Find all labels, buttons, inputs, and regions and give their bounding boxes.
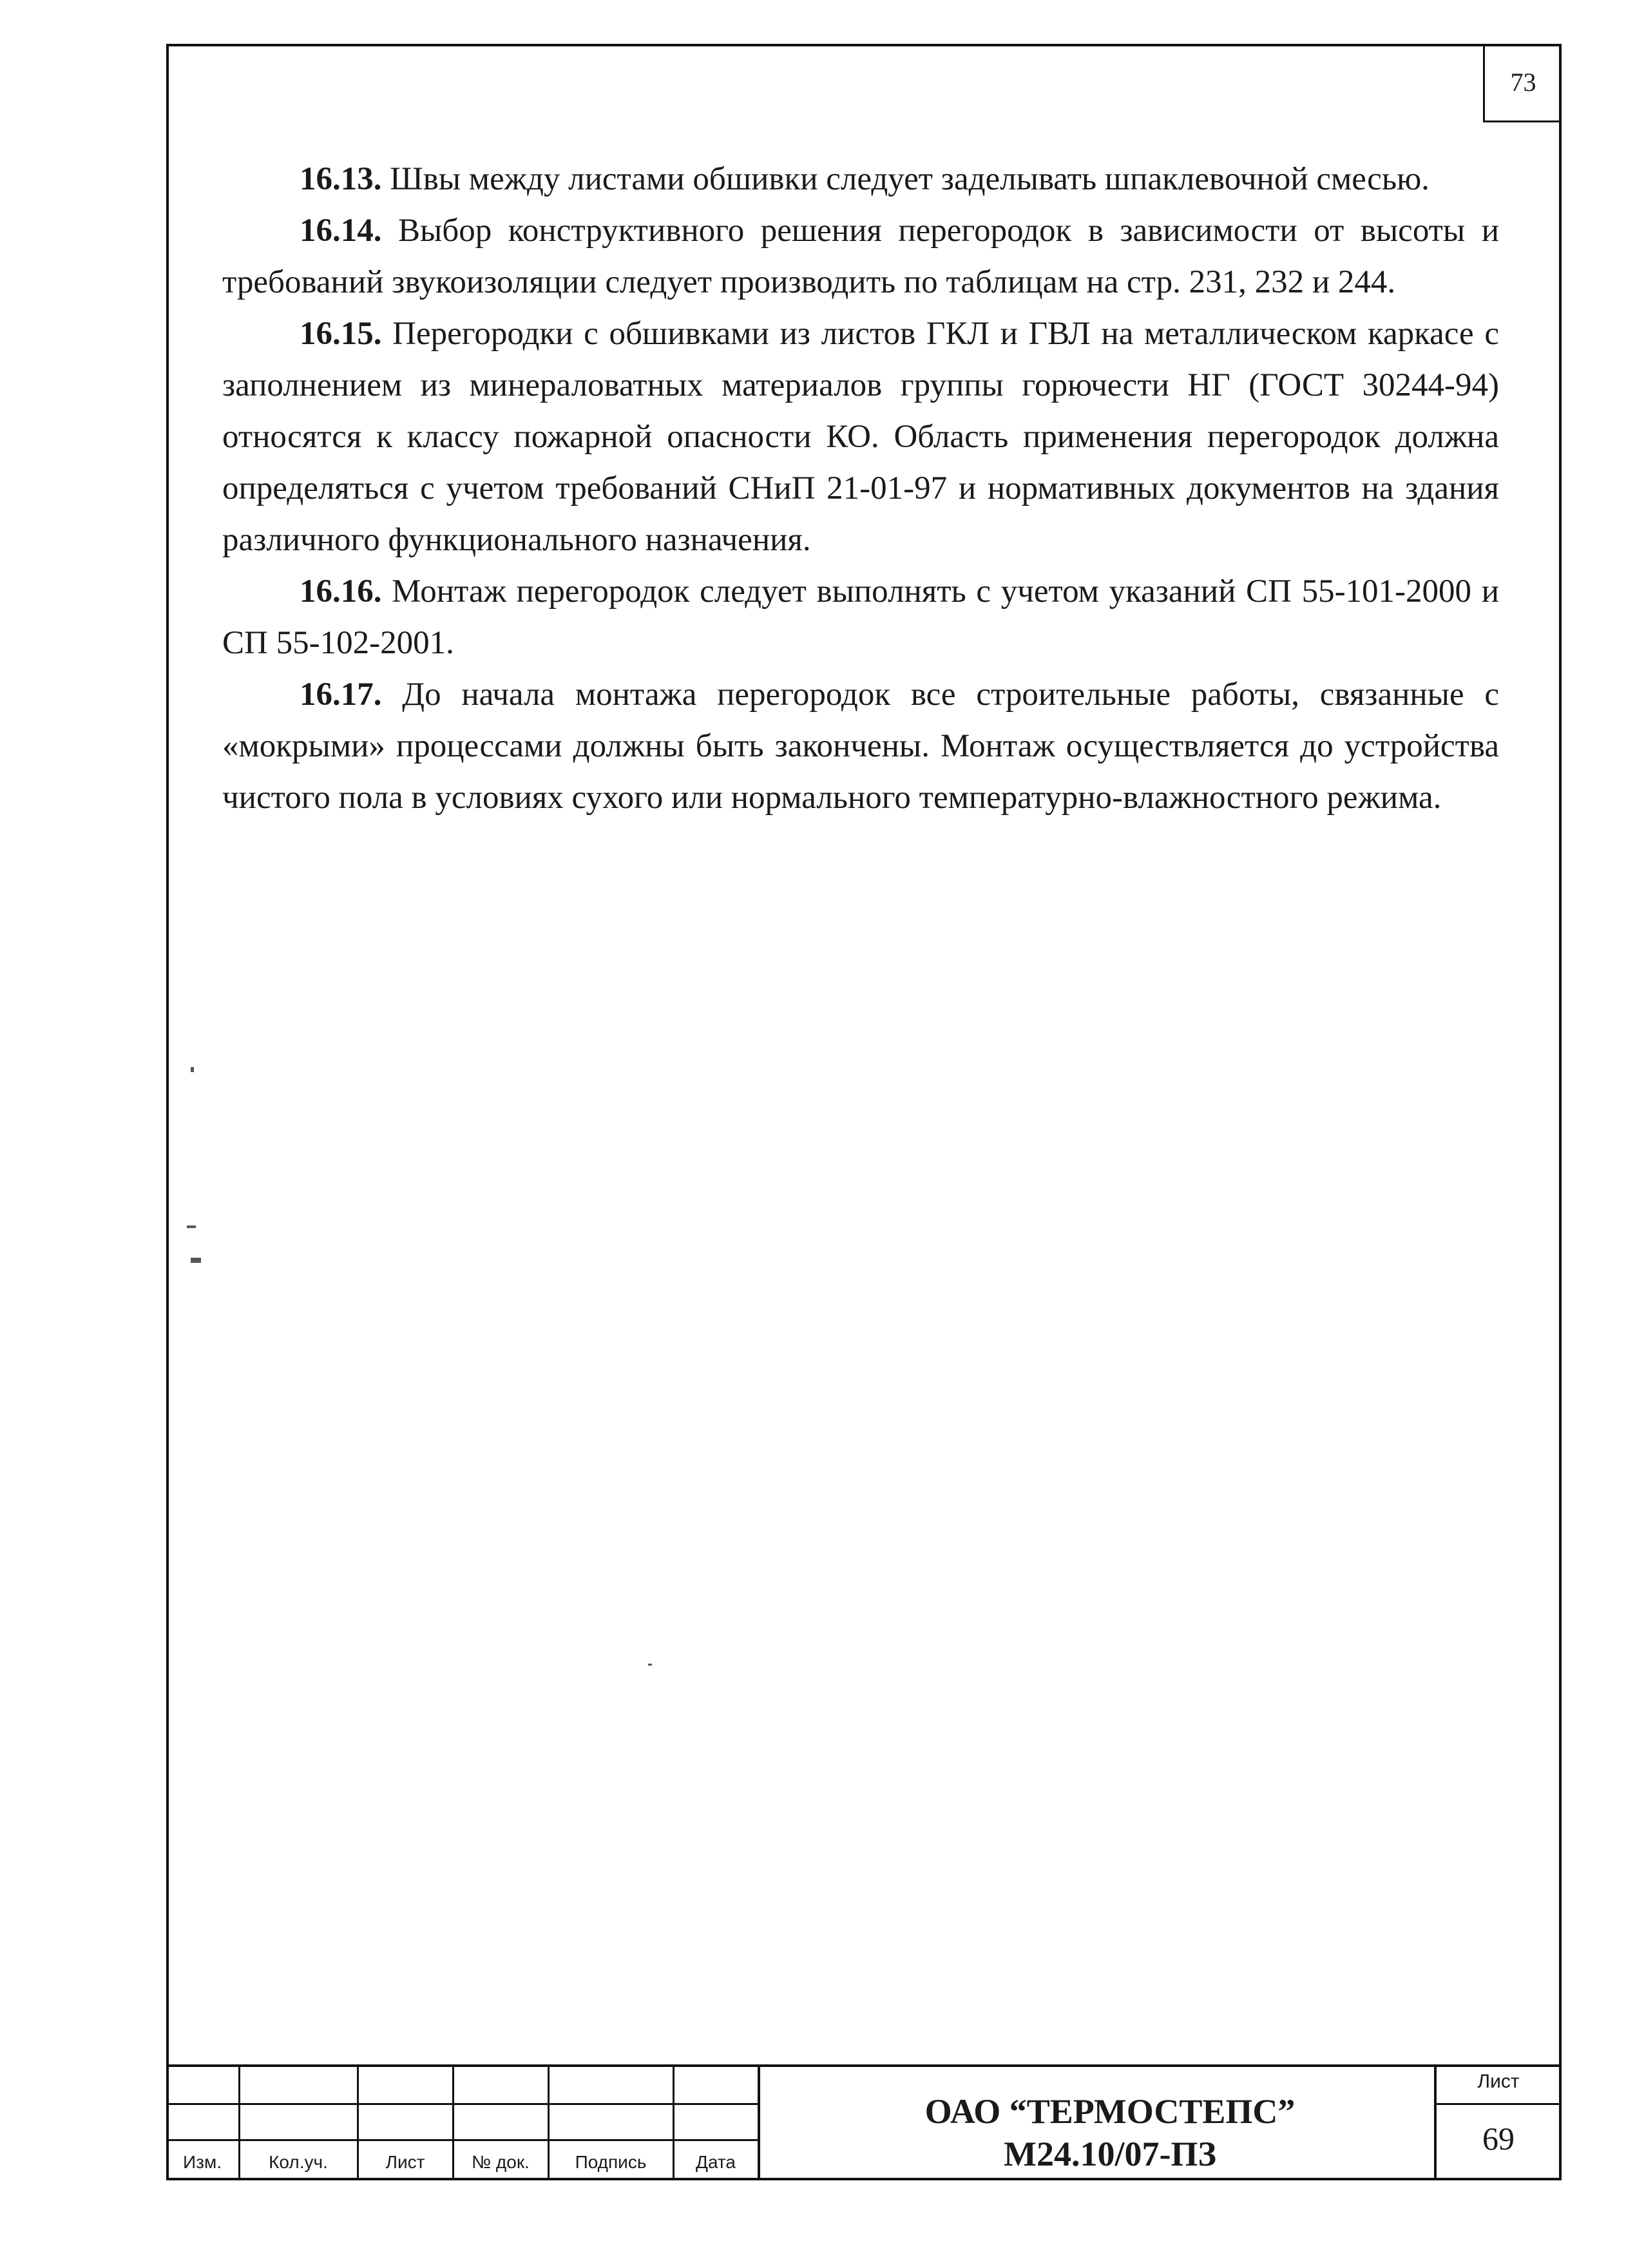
paragraph-text: Перегородки с обшивками из листов ГКЛ и ГВЛ на металлическом каркасе с заполнением из минераловатных материалов группы горючести НГ (ГОСТ 30244-94) относятся к классу пожарной опасности КО. Область применения перегородок должна определяться с учетом требований СНиП 21-01-97 и нормативных документов на здания различного функционального назначения.: [222, 316, 1499, 558]
paragraph-number: 16.17.: [300, 677, 382, 713]
paragraph-number: 16.14.: [300, 213, 382, 249]
scan-speck: [191, 1067, 194, 1072]
organization-name: ОАО “ТЕРМОСТЕПС”: [924, 2092, 1296, 2131]
title-block-row-line: [166, 2139, 759, 2141]
scan-speck: [648, 1664, 652, 1666]
paragraph-text: Монтаж перегородок следует выполнять с учетом указаний СП 55-101-2000 и СП 55-102-2001.: [222, 573, 1499, 661]
paragraph-number: 16.16.: [300, 573, 382, 610]
paragraph-text: До начала монтажа перегородок все строительные работы, связанные с «мокрыми» процессами должны быть закончены. Монтаж осуществляется до устройства чистого пола в условиях сухого или нормального температурно-влажностного режима.: [222, 677, 1499, 816]
sheet-label: Лист: [1477, 2071, 1520, 2092]
scan-speck: [191, 1258, 201, 1263]
paragraph-16-15: [222, 308, 1499, 566]
col-label-signature: Подпись: [575, 2152, 647, 2172]
document-code: М24.10/07-ПЗ: [1004, 2135, 1216, 2173]
paragraph-text: Выбор конструктивного решения перегородок в зависимости от высоты и требований звукоизоляции следует производить по таблицам на стр. 231, 232 и 244.: [222, 213, 1499, 300]
col-label-doc-no: № док.: [472, 2152, 530, 2172]
title-block-row-line: [166, 2103, 759, 2105]
col-label-date: Дата: [695, 2152, 736, 2172]
paragraph-text: Швы между листами обшивки следует заделывать шпаклевочной смесью.: [381, 161, 1430, 197]
col-label-list: Лист: [385, 2152, 425, 2172]
paragraph-number: 16.15.: [300, 316, 382, 352]
title-block-top-line: [166, 2064, 1562, 2067]
col-label-izm: Изм.: [183, 2152, 222, 2172]
paragraph-16-17: [222, 669, 1499, 823]
col-label-kol-uch: Кол.уч.: [269, 2152, 328, 2172]
paragraph-number: 16.13.: [300, 161, 382, 197]
paragraph-16-16: [222, 566, 1499, 669]
scan-speck: [187, 1225, 196, 1228]
page-number: 73: [1483, 44, 1562, 122]
sheet-number: 69: [1482, 2120, 1515, 2157]
organization-block: [759, 2090, 1461, 2175]
paragraph-16-13: [222, 153, 1499, 205]
title-block: [166, 2064, 1562, 2180]
paragraph-16-14: [222, 205, 1499, 308]
document-body: [222, 153, 1499, 823]
